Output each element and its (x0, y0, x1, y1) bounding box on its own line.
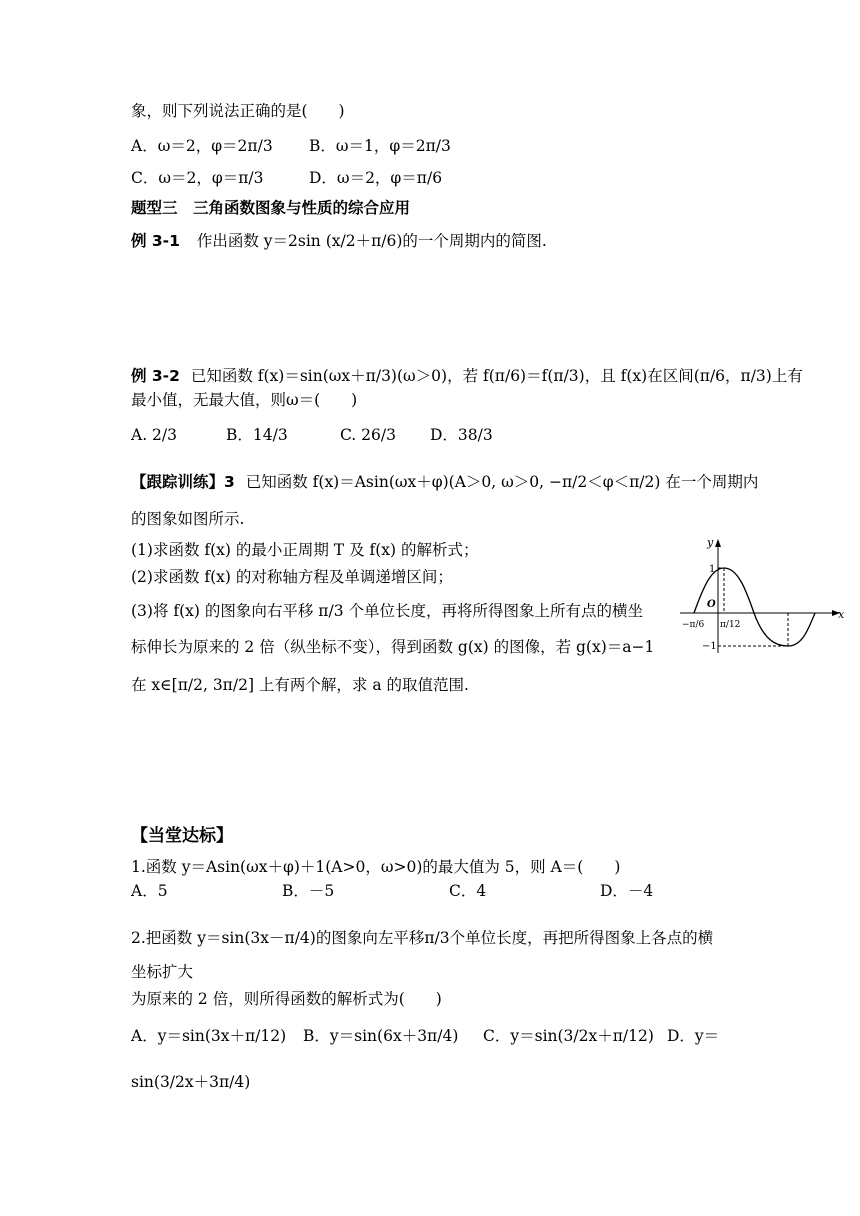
example-3-2-line1: 已知函数 f(x)＝sin(ωx＋π/3)(ω＞0)，若 f(π/6)＝f(π/3)，且 f(x)在区间(π/6，π/3)上有 (190, 367, 803, 385)
example-3-1-label: 例 3-1 (131, 232, 180, 250)
practice-q1-stem: 1.函数 y＝Asin(ωx＋φ)＋1(A>0，ω>0)的最大值为 5，则 A＝( ) (131, 858, 621, 876)
example-3-2-option-c: C. 26/3 (340, 426, 396, 444)
practice-q1-option-c: C．4 (449, 882, 487, 900)
practice-q2-option-d-part2: sin(3/2x＋3π/4) (131, 1073, 251, 1091)
practice-q1-option-b: B．－5 (282, 882, 335, 900)
origin-label: O (707, 599, 716, 610)
track-3-line1 (131, 472, 758, 492)
practice-title: 【当堂达标】 (131, 826, 233, 846)
example-3-2-option-b: B．14/3 (226, 426, 288, 444)
practice-q2-line2: 坐标扩大 (131, 963, 194, 981)
track-3-question-2: (2)求函数 f(x) 的对称轴方程及单调递增区间； (131, 568, 453, 586)
example-3-2-line2: 最小值，无最大值，则ω＝( ) (131, 391, 358, 409)
x-axis-label: x (838, 608, 845, 621)
example-3-1-text: 作出函数 y＝2sin (x/2＋π/6)的一个周期内的简图. (196, 232, 547, 250)
x-right-tick-label: π/12 (720, 620, 741, 630)
y-max-label: 1 (709, 564, 716, 575)
practice-q1-option-a: A．5 (131, 882, 168, 900)
example-3-2-label: 例 3-2 (131, 367, 180, 385)
practice-q2-option-a: A．y＝sin(3x＋π/12) (131, 1027, 287, 1045)
prev-option-b: B．ω＝1，φ＝2π/3 (309, 137, 451, 155)
practice-q2-option-c: C．y＝sin(3/2x＋π/12) (483, 1027, 654, 1045)
y-axis-arrow (715, 539, 721, 547)
track-3-text: 已知函数 f(x)＝Asin(ωx＋φ)(A＞0, ω＞0, −π/2＜φ＜π/2) 在一个周期内 (245, 473, 759, 491)
practice-q2-line1: 2.把函数 y＝sin(3x－π/4)的图象向左平移π/3个单位长度，再把所得图象上各点的横 (131, 929, 714, 947)
sine-graph (680, 535, 850, 655)
practice-q2-option-d-part1: D．y＝ (667, 1027, 720, 1045)
y-min-label: −1 (702, 641, 717, 652)
track-3-label: 【跟踪训练】3 (131, 473, 235, 491)
track-3-question-1: (1)求函数 f(x) 的最小正周期 T 及 f(x) 的解析式； (131, 541, 479, 559)
y-axis-label: y (707, 536, 714, 549)
example-3-2-option-a: A. 2/3 (131, 426, 177, 444)
track-3-question-3a: (3)将 f(x) 的图象向右平移 π/3 个单位长度，再将所得图象上所有点的横坐 (131, 602, 644, 620)
prev-option-a: A．ω＝2，φ＝2π/3 (131, 137, 273, 155)
example-3-1 (131, 231, 547, 251)
practice-q1-option-d: D．－4 (600, 882, 654, 900)
practice-q2-option-b: B．y＝sin(6x＋3π/4) (303, 1027, 459, 1045)
example-3-2-option-d: D．38/3 (430, 426, 493, 444)
section-heading: 题型三 三角函数图象与性质的综合应用 (131, 199, 411, 217)
x-left-tick-label: −π/6 (682, 620, 705, 630)
prev-question-stem-tail: 象，则下列说法正确的是( ) (131, 102, 345, 120)
track-3-line2: 的图象如图所示. (131, 510, 245, 528)
prev-option-d: D．ω＝2，φ＝π/6 (309, 169, 443, 187)
example-3-2 (131, 366, 803, 386)
practice-q2-line3: 为原来的 2 倍，则所得函数的解析式为( ) (131, 990, 442, 1008)
prev-option-c: C．ω＝2，φ＝π/3 (131, 169, 264, 187)
track-3-question-3c: 在 x∈[π/2, 3π/2] 上有两个解，求 a 的取值范围. (131, 676, 469, 694)
track-3-question-3b: 标伸长为原来的 2 倍（纵坐标不变），得到函数 g(x) 的图像，若 g(x)＝a−1 (131, 638, 655, 656)
